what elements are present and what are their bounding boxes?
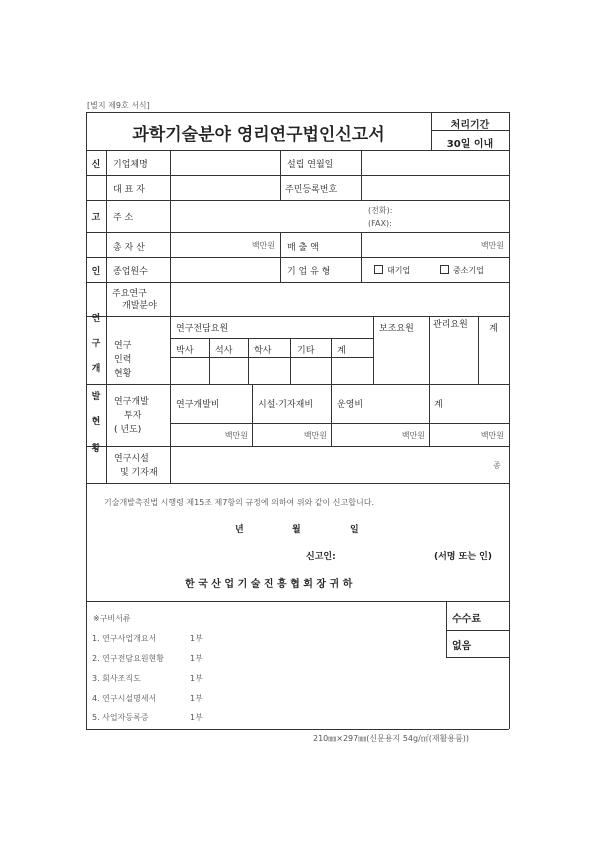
paper-spec-footer: 210㎜×297㎜(신문용지 54g/㎡(재활용품)) bbox=[313, 734, 470, 743]
support-staff-header: 보조요원 bbox=[379, 324, 414, 334]
reporter-name-field[interactable] bbox=[350, 545, 430, 561]
bachelors-count-field[interactable] bbox=[249, 358, 289, 383]
declaration-statement: 기술개발촉진법 시행령 제15조 제7항의 규정에 의하여 위와 같이 신고합니다. bbox=[104, 498, 374, 507]
sme-option[interactable]: 중소기업 bbox=[440, 265, 484, 276]
research-side-char: 구 bbox=[91, 339, 101, 349]
sales-label: 매 출 액 bbox=[287, 243, 319, 253]
facility-label-line1: 연구시설 bbox=[114, 454, 149, 464]
fee-value: 없음 bbox=[452, 641, 472, 652]
investment-label-line3: ( 년도) bbox=[114, 425, 142, 435]
applicant-side-char: 신 bbox=[91, 160, 101, 170]
attachment-qty: 1부 bbox=[190, 713, 203, 722]
signature-label: (서명 또는 인) bbox=[434, 552, 492, 562]
address-label: 주 소 bbox=[113, 213, 134, 223]
research-side-char: 현 bbox=[91, 417, 101, 427]
main-field-label-line1: 주요연구 bbox=[112, 289, 147, 299]
facility-label-line2: 및 기자재 bbox=[120, 468, 158, 478]
attachments-header: ※구비서류 bbox=[93, 614, 131, 623]
total-count-field[interactable] bbox=[479, 339, 508, 383]
main-field-label-line2: 개발분야 bbox=[122, 301, 157, 311]
attachment-item: 4. 연구시설명세서 bbox=[92, 694, 157, 703]
rnd-cost-unit: 백만원 bbox=[224, 431, 248, 440]
fax-label: (FAX): bbox=[368, 219, 392, 228]
investment-total-unit: 백만원 bbox=[480, 431, 504, 440]
processing-period-value: 30일 이내 bbox=[446, 139, 494, 150]
personnel-label-line2: 인력 bbox=[114, 355, 132, 365]
research-side-char: 발 bbox=[91, 392, 101, 402]
research-side-char: 개 bbox=[91, 364, 101, 374]
date-year-label: 년 bbox=[235, 525, 244, 535]
dedicated-researchers-header: 연구전담요원 bbox=[176, 324, 229, 334]
research-side-char: 연 bbox=[91, 314, 101, 324]
large-company-option[interactable]: 대기업 bbox=[374, 265, 410, 276]
attachment-item: 1. 연구사업개요서 bbox=[92, 634, 157, 643]
attachment-item: 5. 사업자등록증 bbox=[92, 713, 149, 722]
form-title: 과학기술분야 영리연구법인신고서 bbox=[132, 125, 385, 145]
processing-period-label: 처리기간 bbox=[450, 120, 490, 131]
column-masters: 석사 bbox=[215, 346, 233, 356]
address-field[interactable] bbox=[171, 201, 361, 231]
admin-count-field[interactable] bbox=[430, 339, 477, 383]
attachment-qty: 1부 bbox=[190, 674, 203, 683]
doctorate-count-field[interactable] bbox=[171, 358, 208, 383]
form-number-label: [별지 제9호 서식] bbox=[87, 101, 150, 110]
date-day-label: 일 bbox=[350, 525, 359, 535]
personnel-label-line1: 연구 bbox=[114, 341, 132, 351]
subtotal-count-field[interactable] bbox=[332, 358, 372, 383]
personnel-label-line3: 현황 bbox=[114, 369, 132, 379]
employees-field[interactable] bbox=[171, 258, 279, 281]
attachment-qty: 1부 bbox=[190, 694, 203, 703]
phone-label: (전화): bbox=[368, 206, 393, 215]
personnel-total-header: 계 bbox=[489, 324, 498, 334]
checkbox-icon[interactable] bbox=[440, 265, 449, 274]
representative-field[interactable] bbox=[171, 176, 279, 199]
total-assets-label: 총 자 산 bbox=[113, 243, 145, 253]
resident-number-label: 주민등록번호 bbox=[285, 185, 338, 195]
rnd-cost-header: 연구개발비 bbox=[176, 400, 220, 410]
facility-unit: 종 bbox=[493, 461, 501, 470]
fee-label: 수수료 bbox=[452, 614, 481, 625]
investment-label-line1: 연구개발 bbox=[114, 397, 149, 407]
main-field-input[interactable] bbox=[171, 283, 508, 315]
column-bachelors: 학사 bbox=[254, 346, 272, 356]
other-count-field[interactable] bbox=[291, 358, 330, 383]
facility-cost-unit: 백만원 bbox=[303, 431, 327, 440]
established-date-label: 설립 연월일 bbox=[287, 160, 334, 170]
column-doctorate: 박사 bbox=[176, 346, 194, 356]
investment-label-line2: 투자 bbox=[124, 411, 142, 421]
date-month-label: 월 bbox=[292, 525, 301, 535]
operating-cost-unit: 백만원 bbox=[401, 431, 425, 440]
investment-total-header: 계 bbox=[434, 400, 443, 410]
column-subtotal: 계 bbox=[337, 346, 346, 356]
established-date-field[interactable] bbox=[362, 151, 508, 174]
company-type-label: 기 업 유 형 bbox=[287, 267, 331, 277]
admin-staff-header: 관리요원 bbox=[433, 320, 468, 330]
checkbox-icon[interactable] bbox=[374, 265, 383, 274]
operating-cost-header: 운영비 bbox=[337, 400, 364, 410]
sales-unit: 백만원 bbox=[480, 241, 504, 250]
attachment-item: 3. 회사조직도 bbox=[92, 674, 141, 683]
resident-number-field[interactable] bbox=[362, 176, 508, 199]
attachment-item: 2. 연구전담요원현황 bbox=[92, 654, 164, 663]
research-side-char: 황 bbox=[91, 444, 101, 454]
representative-label: 대 표 자 bbox=[113, 185, 145, 195]
facility-cost-header: 시설·기자재비 bbox=[258, 400, 314, 410]
facility-count-field[interactable] bbox=[171, 447, 486, 482]
attachment-qty: 1부 bbox=[190, 654, 203, 663]
reporter-label: 신고인: bbox=[306, 552, 336, 562]
company-name-label: 기업체명 bbox=[113, 160, 148, 170]
applicant-side-char: 인 bbox=[91, 267, 101, 277]
masters-count-field[interactable] bbox=[210, 358, 247, 383]
addressee: 한 국 산 업 기 술 진 흥 협 회 장 귀 하 bbox=[185, 579, 353, 590]
column-other: 기타 bbox=[297, 346, 315, 356]
total-assets-unit: 백만원 bbox=[251, 241, 275, 250]
applicant-side-char: 고 bbox=[91, 213, 101, 223]
employees-label: 종업원수 bbox=[113, 267, 148, 277]
company-name-field[interactable] bbox=[171, 151, 279, 174]
support-count-field[interactable] bbox=[374, 339, 428, 383]
attachment-qty: 1부 bbox=[190, 634, 203, 643]
